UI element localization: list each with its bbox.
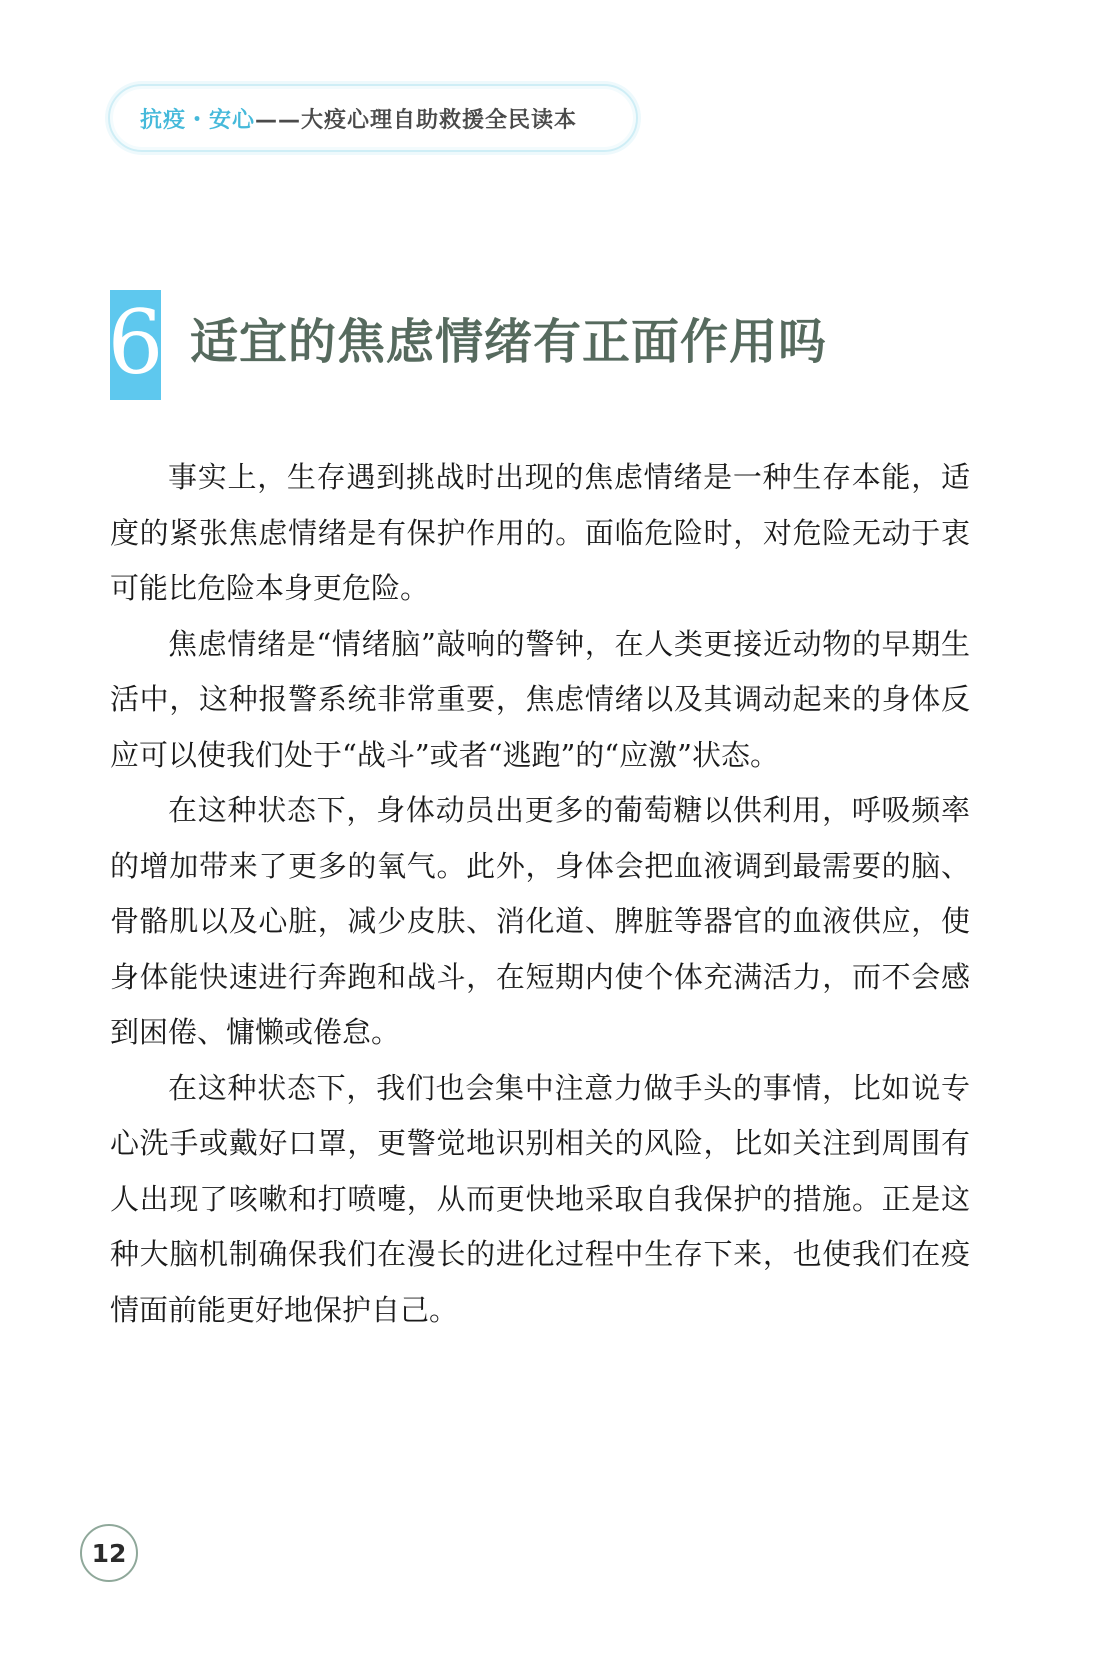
running-header-accent: 抗疫・安心	[140, 107, 256, 133]
page-number: 12	[80, 1524, 138, 1582]
paragraph-3: 在这种状态下，身体动员出更多的葡萄糖以供利用，呼吸频率的增加带来了更多的氧气。此外，身体会把血液调到最需要的脑、骨骼肌以及心脏，减少皮肤、消化道、脾脏等器官的血液供应，使身体能快速进行奔跑和战斗，在短期内使个体充满活力，而不会感到困倦、慵懒或倦怠。	[110, 793, 970, 1049]
running-header-title: ——大疫心理自助救援全民读本	[255, 107, 578, 133]
chapter-number: 6	[107, 291, 164, 394]
paragraph-2: 焦虑情绪是“情绪脑”敲响的警钟，在人类更接近动物的早期生活中，这种报警系统非常重要，焦虑情绪以及其调动起来的身体反应可以使我们处于“战斗”或者“逃跑”的“应激”状态。	[110, 626, 970, 772]
paragraph-4: 在这种状态下，我们也会集中注意力做手头的事情，比如说专心洗手或戴好口罩，更警觉地识别相关的风险，比如关注到周围有人出现了咳嗽和打喷嚏，从而更快地采取自我保护的措施。正是这种大脑机制确保我们在漫长的进化过程中生存下来，也使我们在疫情面前能更好地保护自己。	[110, 1070, 970, 1327]
chapter-title: 适宜的焦虑情绪有正面作用吗	[190, 314, 828, 370]
running-header	[108, 84, 638, 152]
paragraph-1: 事实上，生存遇到挑战时出现的焦虑情绪是一种生存本能，适度的紧张焦虑情绪是有保护作用的。面临危险时，对危险无动于衷可能比危险本身更危险。	[110, 460, 970, 605]
body-text	[110, 450, 970, 1338]
chapter-number-box	[107, 290, 164, 400]
